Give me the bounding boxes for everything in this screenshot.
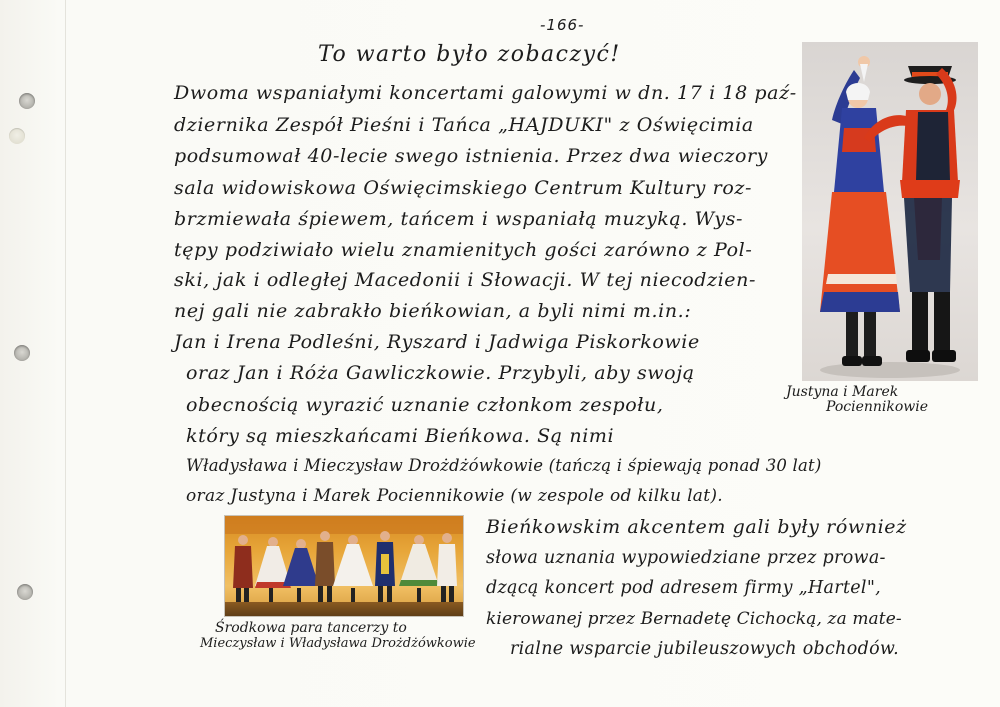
- paragraph-line: oraz Jan i Róża Gawliczkowie. Przybyli, aby swoją: [186, 362, 695, 384]
- side-paragraph-line: słowa uznania wypowiedziane przez prowa-: [486, 548, 886, 568]
- paragraph-line: tępy podziwiało wielu znamienitych gości zarówno z Pol-: [174, 239, 753, 261]
- paragraph-line: nej gali nie zabrakło bieńkowian, a byli nimi m.in.:: [174, 300, 692, 322]
- paragraph-line: dziernika Zespół Pieśni i Tańca „HAJDUKI" z Oświęcimia: [174, 114, 754, 136]
- punch-hole: [14, 345, 30, 361]
- side-paragraph-line: kierowanej przez Bernadetę Cichocką, za mate-: [486, 609, 902, 629]
- paragraph-line: obecnością wyrazić uznanie członkom zespołu,: [186, 394, 664, 416]
- stage-performance-photo: [224, 515, 464, 617]
- paragraph-line: brzmiewała śpiewem, tańcem i wspaniałą muzyką. Wys-: [174, 208, 744, 230]
- dancing-couple-illustration: [802, 42, 978, 381]
- photo-caption-line: Pociennikowie: [826, 399, 929, 415]
- paragraph-line: oraz Justyna i Marek Pociennikowie (w zespole od kilku lat).: [186, 486, 724, 506]
- side-paragraph-line: Bieńkowskim akcentem gali były również: [486, 516, 907, 538]
- paragraph-line: sala widowiskowa Oświęcimskiego Centrum Kultury roz-: [174, 177, 753, 199]
- paragraph-line: Dwoma wspaniałymi koncertami galowymi w dn. 17 i 18 paź-: [174, 82, 797, 104]
- dancing-couple-photo: [802, 42, 978, 381]
- stage-performance-illustration: [225, 516, 463, 616]
- photo-caption-line: Justyna i Marek: [786, 384, 899, 400]
- stage-floor: [225, 602, 463, 616]
- punch-hole: [19, 93, 35, 109]
- punch-hole: [17, 584, 33, 600]
- punch-hole: [9, 128, 25, 144]
- page-title: To warto było zobaczyć!: [318, 42, 621, 67]
- paragraph-line: podsumował 40-lecie swego istnienia. Przez dwa wieczory: [174, 145, 769, 167]
- page-margin-line: [65, 0, 66, 707]
- paragraph-line: Władysława i Mieczysław Drożdżówkowie (tańczą i śpiewają ponad 30 lat): [186, 456, 822, 475]
- side-paragraph-line: rialne wsparcie jubileuszowych obchodów.: [510, 639, 899, 659]
- paragraph-line: Jan i Irena Podleśni, Ryszard i Jadwiga Piskorkowie: [174, 331, 700, 353]
- paragraph-line: który są mieszkańcami Bieńkowa. Są nimi: [186, 425, 615, 447]
- photo-caption-line: Mieczysław i Władysława Drożdżówkowie: [200, 636, 476, 651]
- photo-caption-line: Środkowa para tancerzy to: [215, 620, 407, 636]
- paragraph-line: ski, jak i odległej Macedonii i Słowacji. W tej niecodzien-: [174, 269, 757, 291]
- side-paragraph-line: dzącą koncert pod adresem firmy „Hartel",: [486, 578, 882, 598]
- page-number: -166-: [540, 16, 585, 34]
